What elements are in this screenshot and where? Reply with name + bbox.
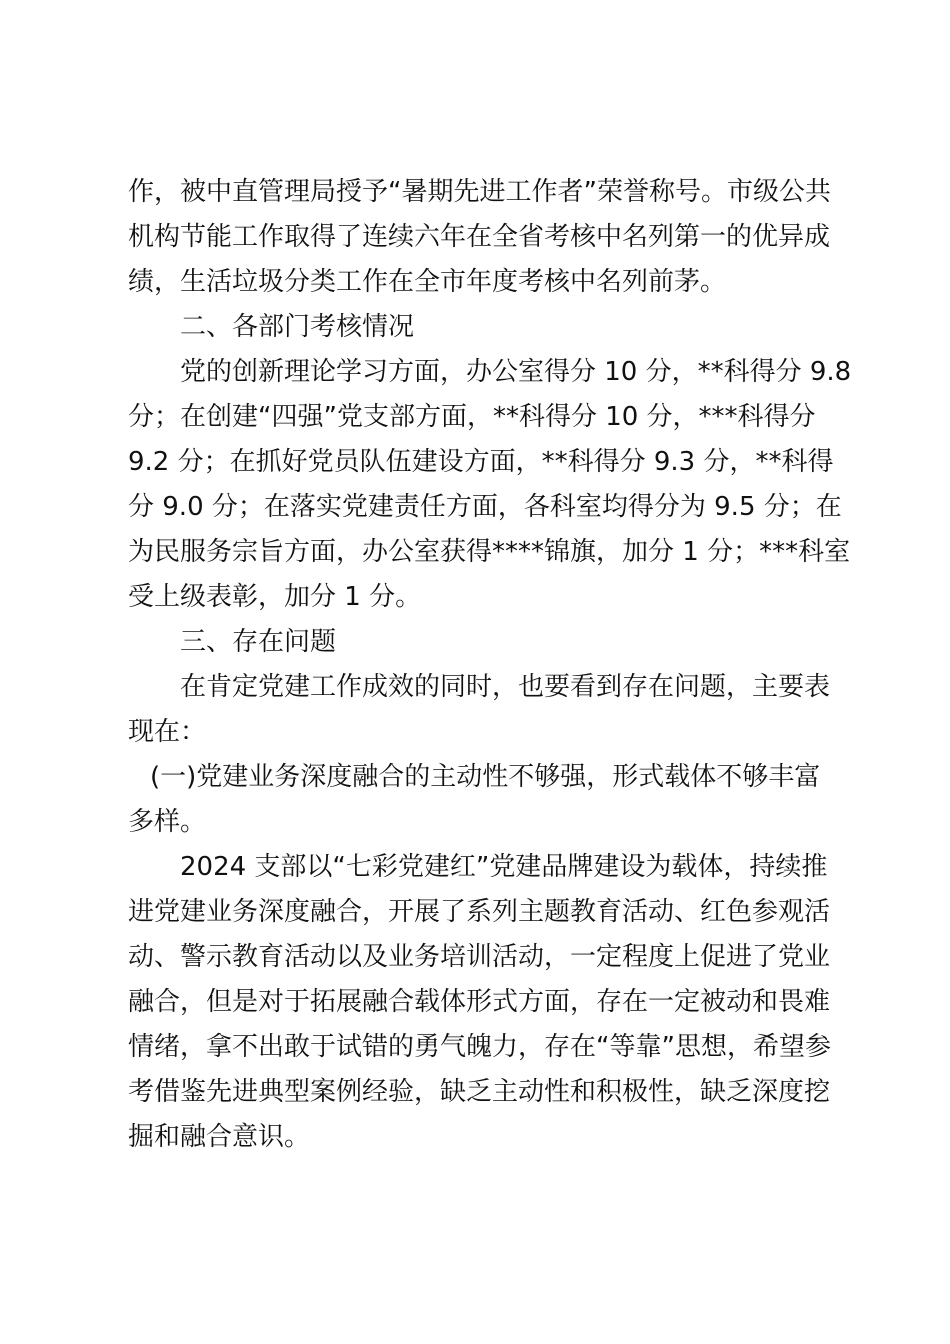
paragraph-line: 进党建业务深度融合，开展了系列主题教育活动、红色参观活 bbox=[128, 897, 831, 927]
paragraph-line: 作，被中直管理局授予“暑期先进工作者”荣誉称号。市级公共 bbox=[128, 177, 831, 207]
paragraph-line: 考借鉴先进典型案例经验，缺乏主动性和积极性，缺乏深度挖 bbox=[128, 1077, 831, 1107]
paragraph-line: 多样。 bbox=[128, 807, 207, 837]
paragraph-line: 9.2 分；在抓好党员队伍建设方面，**科得分 9.3 分，**科得 bbox=[128, 447, 834, 477]
paragraph-line: 现在： bbox=[128, 717, 207, 747]
paragraph-line: 党的创新理论学习方面，办公室得分 10 分，**科得分 9.8 bbox=[180, 357, 852, 387]
paragraph-line: 绩，生活垃圾分类工作在全市年度考核中名列前茅。 bbox=[128, 267, 727, 297]
section-heading: 三、存在问题 bbox=[180, 627, 337, 657]
subsection-heading: (一)党建业务深度融合的主动性不够强，形式载体不够丰富 bbox=[150, 762, 821, 792]
paragraph-line: 融合，但是对于拓展融合载体形式方面，存在一定被动和畏难 bbox=[128, 987, 831, 1017]
paragraph-line: 掘和融合意识。 bbox=[128, 1122, 311, 1152]
paragraph-line: 情绪，拿不出敢于试错的勇气魄力，存在“等靠”思想，希望参 bbox=[128, 1032, 831, 1062]
section-heading: 二、各部门考核情况 bbox=[180, 312, 415, 342]
paragraph-line: 受上级表彰，加分 1 分。 bbox=[128, 582, 422, 612]
paragraph-line: 为民服务宗旨方面，办公室获得****锦旗，加分 1 分；***科室 bbox=[128, 537, 851, 567]
paragraph-line: 分；在创建“四强”党支部方面，**科得分 10 分，***科得分 bbox=[128, 402, 816, 432]
paragraph-line: 2024 支部以“七彩党建红”党建品牌建设为载体，持续推 bbox=[180, 852, 828, 882]
paragraph-line: 在肯定党建工作成效的同时，也要看到存在问题，主要表 bbox=[180, 672, 831, 702]
paragraph-line: 动、警示教育活动以及业务培训活动，一定程度上促进了党业 bbox=[128, 942, 831, 972]
paragraph-line: 机构节能工作取得了连续六年在全省考核中名列第一的优异成 bbox=[128, 222, 831, 252]
paragraph-line: 分 9.0 分；在落实党建责任方面，各科室均得分为 9.5 分；在 bbox=[128, 492, 842, 522]
